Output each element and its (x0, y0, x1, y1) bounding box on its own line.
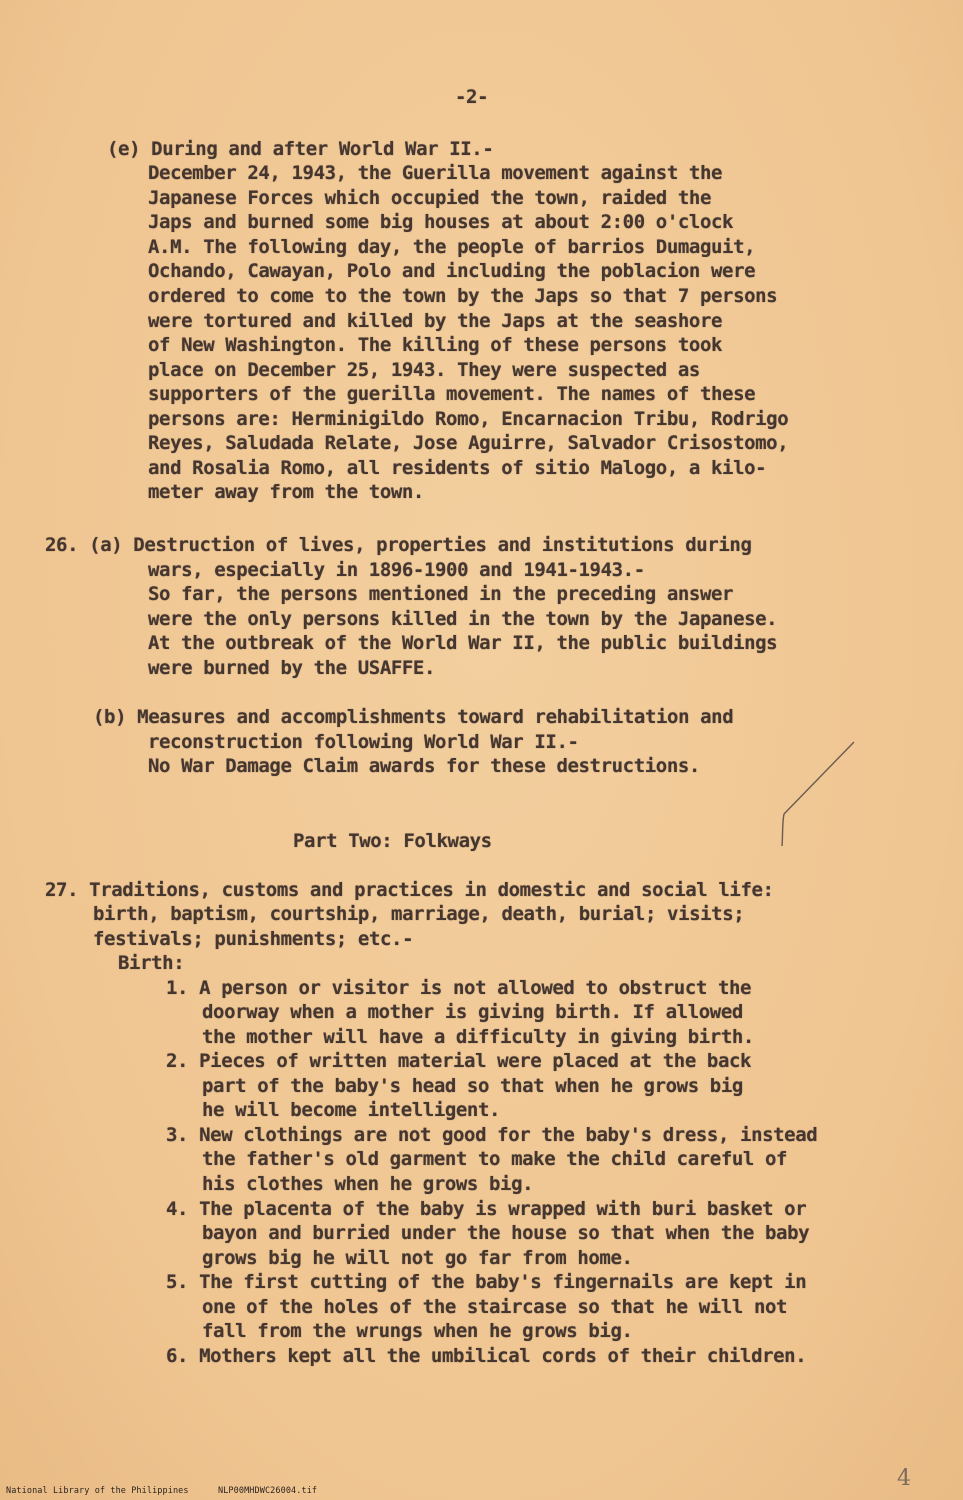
birth-item: part of the baby's head so that when he grows big (202, 1075, 743, 1097)
footer-source: National Library of the Philippines (6, 1486, 189, 1496)
birth-item: 6. Mothers kept all the umbilical cords of their children. (166, 1345, 807, 1367)
birth-item: the father's old garment to make the child careful of (202, 1148, 788, 1170)
pencil-check-mark (770, 738, 860, 856)
section-e-line: Japanese Forces which occupied the town, raided the (148, 187, 711, 209)
section-e-line: A.M. The following day, the people of barrios Dumaguit, (148, 236, 756, 258)
birth-item: bayon and burried under the house so that when the baby (202, 1222, 810, 1244)
section-e-heading: (e) During and after World War II.- (107, 138, 494, 160)
birth-item: 4. The placenta of the baby is wrapped with buri basket or (166, 1198, 807, 1220)
handwritten-page-mark: 4 (897, 1466, 911, 1491)
item-26b-line: reconstruction following World War II.- (148, 731, 579, 753)
section-e-line: Reyes, Saludada Relate, Jose Aguirre, Salvador Crisostomo, (148, 432, 789, 454)
item-26-line: were burned by the USAFFE. (148, 657, 436, 679)
birth-item: his clothes when he grows big. (202, 1173, 534, 1195)
item-27-line: birth, baptism, courtship, marriage, death, burial; visits; (93, 903, 745, 925)
section-e-line: Ochando, Cawayan, Polo and including the poblacion were (148, 260, 756, 282)
section-e-line: supporters of the guerilla movement. The names of these (148, 383, 756, 405)
item-26b-heading: (b) Measures and accomplishments toward rehabilitation and (93, 706, 734, 728)
birth-item: the mother will have a difficulty in giving birth. (202, 1026, 754, 1048)
birth-item: grows big he will not go far from home. (202, 1247, 633, 1269)
birth-item: one of the holes of the staircase so that he will not (202, 1296, 788, 1318)
item-27-line: 27. Traditions, customs and practices in domestic and social life: (45, 879, 774, 901)
page-number: -2- (455, 86, 489, 108)
section-e-line: and Rosalia Romo, all residents of sitio Malogo, a kilo- (148, 457, 767, 479)
birth-label: Birth: (118, 952, 185, 974)
section-e-line: persons are: Herminigildo Romo, Encarnacion Tribu, Rodrigo (148, 408, 789, 430)
birth-item: 1. A person or visitor is not allowed to obstruct the (166, 977, 752, 999)
birth-item: 3. New clothings are not good for the baby's dress, instead (166, 1124, 818, 1146)
birth-item: 5. The first cutting of the baby's fingernails are kept in (166, 1271, 807, 1293)
item-26-line: So far, the persons mentioned in the preceding answer (148, 583, 734, 605)
birth-item: 2. Pieces of written material were placed at the back (166, 1050, 752, 1072)
part-two-heading: Part Two: Folkways (293, 830, 492, 852)
footer-file-id: NLP00MHDWC26004.tif (218, 1486, 318, 1496)
item-27-line: festivals; punishments; etc.- (93, 928, 414, 950)
section-e-line: ordered to come to the town by the Japs so that 7 persons (148, 285, 778, 307)
item-26-line: At the outbreak of the World War II, the public buildings (148, 632, 778, 654)
section-e-line: were tortured and killed by the Japs at the seashore (148, 310, 723, 332)
section-e-line: December 24, 1943, the Guerilla movement against the (148, 162, 723, 184)
item-26-heading: 26. (a) Destruction of lives, properties and institutions during (45, 534, 752, 556)
item-26-line: were the only persons killed in the town by the Japanese. (148, 608, 778, 630)
item-26-line: wars, especially in 1896-1900 and 1941-1943.- (148, 559, 645, 581)
birth-item: doorway when a mother is giving birth. If allowed (202, 1001, 743, 1023)
birth-item: he will become intelligent. (202, 1099, 501, 1121)
section-e-line: Japs and burned some big houses at about 2:00 o'clock (148, 211, 734, 233)
birth-item: fall from the wrungs when he grows big. (202, 1320, 633, 1342)
section-e-line: of New Washington. The killing of these persons took (148, 334, 723, 356)
section-e-line: place on December 25, 1943. They were suspected as (148, 359, 700, 381)
item-26b-line: No War Damage Claim awards for these destructions. (148, 755, 700, 777)
section-e-line: meter away from the town. (148, 481, 424, 503)
